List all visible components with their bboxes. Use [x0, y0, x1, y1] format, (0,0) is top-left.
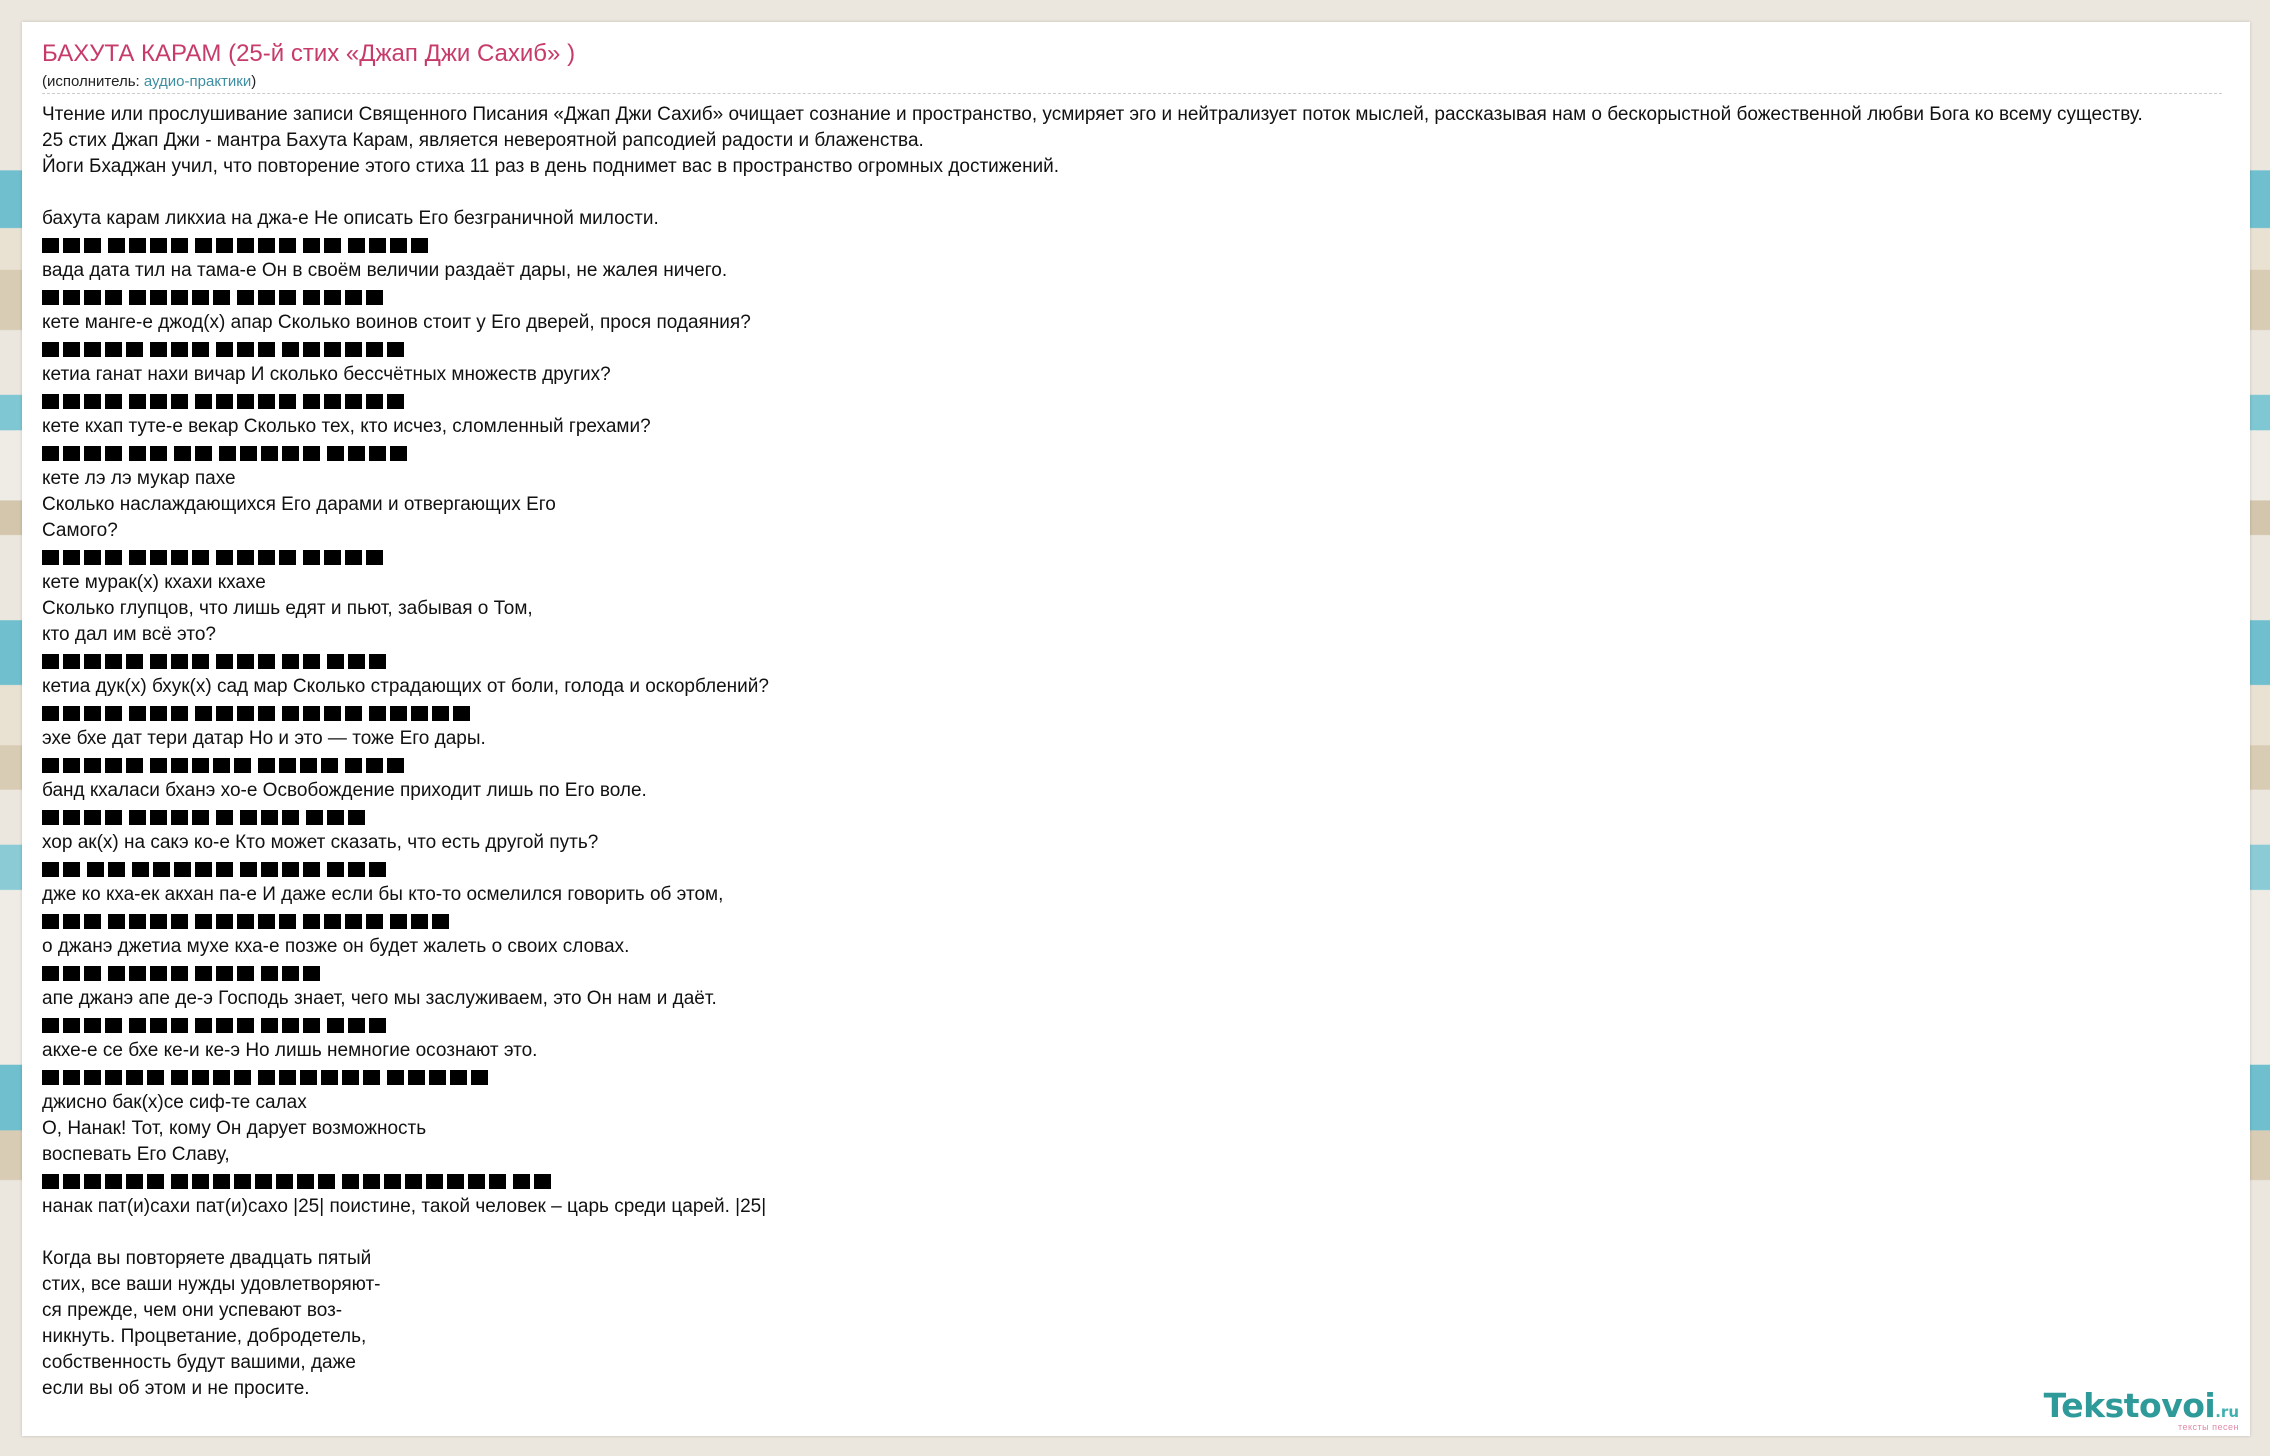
performer-prefix: (исполнитель: — [42, 73, 144, 90]
censor-block — [42, 810, 122, 825]
censor-block — [306, 810, 365, 825]
lyric-line: кете кхап туте-е векар Сколько тех, кто исчез, сломленный грехами? — [42, 416, 651, 437]
censor-block — [216, 342, 275, 357]
logo-domain: .ru — [2215, 1403, 2239, 1421]
lyric-line: хор ак(х) на сакэ ко-е Кто может сказать, что есть другой путь? — [42, 832, 599, 853]
censor-block — [42, 862, 80, 877]
censor-block — [303, 238, 341, 253]
censor-block — [327, 654, 386, 669]
censor-block — [303, 394, 404, 409]
lyric-line: бахута карам ликхиа на джа-е Не описать Его безграничной милости. — [42, 208, 659, 229]
censor-block — [195, 238, 296, 253]
lyric-line: Самого? — [42, 520, 118, 541]
site-logo[interactable] — [2043, 1386, 2239, 1432]
censor-block — [171, 1070, 251, 1085]
censored-line — [42, 1064, 2270, 1090]
censor-block — [216, 654, 275, 669]
censored-line — [42, 284, 2270, 310]
censor-block — [303, 914, 383, 929]
lyric-line: кетиа дук(х) бхук(х) сад мар Сколько страдающих от боли, голода и оскорблений? — [42, 676, 769, 697]
logo-subtitle: тексты песен — [2177, 1422, 2239, 1432]
censored-line — [42, 1168, 2270, 1194]
censored-line — [42, 336, 2270, 362]
performer-line — [42, 73, 256, 90]
censor-block — [129, 1018, 188, 1033]
censor-block — [42, 290, 122, 305]
censored-line — [42, 856, 2270, 882]
censor-block — [282, 706, 362, 721]
lyric-line: банд кхаласи бханэ хо-е Освобождение приходит лишь по Его воле. — [42, 780, 647, 801]
censored-line — [42, 232, 2270, 258]
censor-block — [42, 758, 143, 773]
censor-block — [129, 706, 188, 721]
censor-block — [174, 446, 212, 461]
censor-block — [513, 1174, 551, 1189]
censor-block — [42, 1174, 164, 1189]
censor-block — [258, 1070, 380, 1085]
censor-block — [327, 862, 386, 877]
censor-block — [303, 550, 383, 565]
lyrics-body — [42, 102, 2270, 1402]
censored-line — [42, 440, 2270, 466]
censor-block — [150, 758, 251, 773]
lyric-line: кетиа ганат нахи вичар И сколько бессчётных множеств других? — [42, 364, 611, 385]
censor-block — [132, 862, 233, 877]
song-title: БАХУТА КАРАМ (25-й стих «Джап Джи Сахиб» ) — [42, 40, 576, 67]
censored-line — [42, 1012, 2270, 1038]
censor-block — [282, 342, 404, 357]
censor-block — [108, 914, 188, 929]
logo-text: Tekstovoi — [2043, 1386, 2216, 1425]
censored-line — [42, 804, 2270, 830]
censor-block — [240, 862, 320, 877]
lyric-line: воспевать Его Славу, — [42, 1144, 230, 1165]
lyric-line: 25 стих Джап Джи - мантра Бахута Карам, является невероятной рапсодией радости и блаженства. — [42, 130, 924, 151]
lyric-line: нанак пат(и)сахи пат(и)сахо |25| поистине, такой человек – царь среди царей. |25| — [42, 1196, 767, 1217]
censor-block — [42, 342, 143, 357]
lyric-line: дже ко кха-ек акхан па-е И даже если бы кто-то осмелился говорить об этом, — [42, 884, 724, 905]
censor-block — [195, 706, 275, 721]
censor-block — [171, 1174, 335, 1189]
censor-block — [42, 238, 101, 253]
censor-block — [87, 862, 125, 877]
censor-block — [108, 238, 188, 253]
lyric-line: о джанэ джетиа мухе кха-е позже он будет жалеть о своих словах. — [42, 936, 630, 957]
lyric-line: если вы об этом и не просите. — [42, 1378, 310, 1399]
censor-block — [303, 290, 383, 305]
censor-block — [42, 446, 122, 461]
lyric-line: собственность будут вашими, даже — [42, 1352, 356, 1373]
lyric-line: эхе бхе дат тери датар Но и это — тоже Его дары. — [42, 728, 486, 749]
lyric-line: никнуть. Процветание, добродетель, — [42, 1326, 367, 1347]
censor-block — [195, 1018, 254, 1033]
censored-line — [42, 752, 2270, 778]
title-divider — [42, 93, 2222, 94]
lyric-line: джисно бак(х)се сиф-те салах — [42, 1092, 307, 1113]
censor-block — [129, 446, 167, 461]
censor-block — [195, 966, 254, 981]
lyric-line: кете лэ лэ мукар пахе — [42, 468, 236, 489]
censor-block — [195, 914, 296, 929]
censored-line — [42, 648, 2270, 674]
lyric-line: апе джанэ апе де-э Господь знает, чего мы заслуживаем, это Он нам и даёт. — [42, 988, 717, 1009]
censor-block — [42, 1070, 164, 1085]
censor-block — [387, 1070, 488, 1085]
censor-block — [261, 1018, 320, 1033]
censor-block — [237, 290, 296, 305]
song-panel — [22, 22, 2250, 1436]
blank-line — [42, 180, 2270, 206]
censor-block — [258, 758, 338, 773]
censored-line — [42, 908, 2270, 934]
lyric-line: Сколько наслаждающихся Его дарами и отвергающих Его — [42, 494, 556, 515]
blank-line — [42, 1220, 2270, 1246]
censor-block — [369, 706, 470, 721]
censor-block — [42, 1018, 122, 1033]
performer-link[interactable]: аудио-практики — [143, 73, 252, 90]
censor-block — [129, 550, 209, 565]
censored-line — [42, 960, 2270, 986]
censor-block — [261, 966, 320, 981]
censor-block — [216, 550, 296, 565]
lyric-line: Сколько глупцов, что лишь едят и пьют, забывая о Том, — [42, 598, 533, 619]
censored-line — [42, 544, 2270, 570]
censor-block — [42, 706, 122, 721]
censor-block — [240, 810, 299, 825]
censor-block — [150, 342, 209, 357]
lyric-line: кете мурак(х) кхахи кхахе — [42, 572, 266, 593]
lyric-line: ся прежде, чем они успевают воз- — [42, 1300, 343, 1321]
censor-block — [150, 654, 209, 669]
censor-block — [42, 654, 143, 669]
censor-block — [327, 1018, 386, 1033]
performer-suffix: ) — [251, 73, 257, 90]
censored-line — [42, 388, 2270, 414]
censor-block — [219, 446, 320, 461]
censor-block — [327, 446, 407, 461]
censor-block — [42, 914, 101, 929]
censored-line — [42, 700, 2270, 726]
censor-block — [129, 810, 209, 825]
censor-block — [108, 966, 188, 981]
censor-block — [282, 654, 320, 669]
censor-block — [390, 914, 449, 929]
lyric-line: вада дата тил на тама-е Он в своём величии раздаёт дары, не жалея ничего. — [42, 260, 728, 281]
censor-block — [345, 758, 404, 773]
censor-block — [42, 966, 101, 981]
censor-block — [42, 550, 122, 565]
censor-block — [42, 394, 122, 409]
lyric-line: Йоги Бхаджан учил, что повторение этого стиха 11 раз в день поднимет вас в пространство огромных достижений. — [42, 156, 1060, 177]
lyric-line: кете манге-е джод(х) апар Сколько воинов стоит у Его дверей, прося подаяния? — [42, 312, 751, 333]
censor-block — [129, 290, 230, 305]
censor-block — [348, 238, 428, 253]
lyric-line: стих, все ваши нужды удовлетворяют- — [42, 1274, 381, 1295]
censor-block — [195, 394, 296, 409]
censor-block — [129, 394, 188, 409]
censor-block — [216, 810, 233, 825]
lyric-line: Когда вы повторяете двадцать пятый — [42, 1248, 372, 1269]
censor-block — [342, 1174, 506, 1189]
lyric-line: О, Нанак! Тот, кому Он дарует возможность — [42, 1118, 427, 1139]
lyric-line: акхе-е се бхе ке-и ке-э Но лишь немногие осознают это. — [42, 1040, 538, 1061]
lyric-line: Чтение или прослушивание записи Священного Писания «Джап Джи Сахиб» очищает сознание и пространство, усмиряет эго и нейтрализует поток мыслей, рассказывая нам о бескорыстной божественной любви Бога ко всему существу. — [42, 104, 2143, 125]
lyric-line: кто дал им всё это? — [42, 624, 216, 645]
